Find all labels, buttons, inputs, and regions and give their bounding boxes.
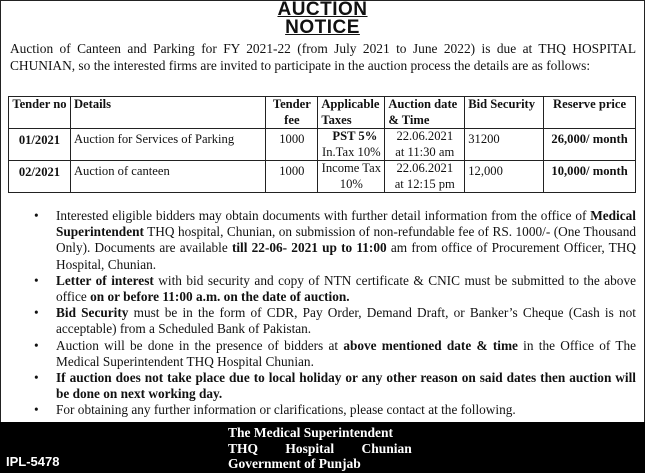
bullet-bold-text: above mentioned date & time: [343, 337, 518, 353]
bullet-icon: •: [34, 337, 39, 353]
intro-paragraph: Auction of Canteen and Parking for FY 2021-22 (from July 2021 to June 2022) is due at THQ HOSPITAL CHUNIAN, so the interested firms are invited to participate in the auction process the details are as follows:: [10, 41, 636, 73]
bullet-text: Auction will be done in the presence of bidders at: [56, 337, 344, 353]
list-item: [8, 305, 636, 337]
table-header-row: [9, 97, 636, 129]
list-item: [8, 370, 636, 402]
table-row: [9, 129, 636, 161]
list-item: [8, 273, 636, 305]
bullet-bold-text: till 22-06- 2021 up to 11:00: [231, 240, 387, 256]
footer-bar: [0, 422, 645, 473]
cell-tender-no: 02/2021: [9, 161, 71, 193]
signature-line3: Government of Punjab: [228, 456, 361, 471]
cell-tender-fee: 1000: [266, 129, 318, 161]
header-reserve: Reserve price: [544, 97, 636, 129]
bullet-bold-text: If auction does not take place due to local holiday or any other reason on said dates then auction will be done on next working day.: [56, 370, 636, 402]
cell-security: 12,000: [465, 161, 544, 193]
bullet-icon: •: [34, 305, 39, 321]
list-item: [8, 208, 636, 273]
bullet-text: For obtaining any further information or clarifications, please contact at the following.: [56, 402, 516, 418]
cell-date: [385, 129, 465, 161]
cell-security: 31200: [465, 129, 544, 161]
bullet-bold-text: Medical Superintendent: [56, 208, 636, 240]
notice-title-line2: NOTICE: [285, 17, 360, 38]
cell-date: [385, 161, 465, 193]
bullet-bold-text: Letter of interest: [56, 272, 154, 288]
bullet-icon: •: [34, 208, 39, 223]
bullet-icon: •: [34, 402, 39, 418]
header-tender-fee: Tender fee: [266, 97, 318, 129]
list-item: [8, 402, 636, 418]
signature-line1: The Medical Superintendent: [228, 425, 394, 440]
tax-line2: 10%: [339, 176, 363, 191]
date-line1: 22.06.2021: [396, 129, 454, 143]
header-tender-no: Tender no: [9, 97, 71, 129]
header-security: Bid Security: [465, 97, 544, 129]
date-line2: at 11:30 am: [395, 144, 455, 159]
cell-details: Auction for Services of Parking: [70, 129, 265, 161]
date-line2: at 12:15 pm: [394, 176, 455, 191]
cell-tender-no: 01/2021: [9, 129, 71, 161]
tax-line1: PST 5%: [332, 129, 378, 143]
list-item: [8, 338, 636, 370]
cell-tender-fee: 1000: [266, 161, 318, 193]
notice-title-line1: AUCTION: [277, 0, 368, 20]
cell-reserve: 10,000/ month: [544, 161, 636, 193]
bullet-icon: •: [34, 272, 39, 288]
cell-reserve: 26,000/ month: [544, 129, 636, 161]
bullet-text: with bid security and copy of NTN certificate & CNIC must be submitted to the above office: [56, 272, 637, 305]
bullet-text: THQ hospital, Chunian, on submission of non-refundable fee of RS. 1000/- (One Thousand Only). Documents are available: [56, 224, 636, 256]
cell-details: Auction of canteen: [70, 161, 265, 193]
tax-line1: Income Tax: [321, 161, 382, 175]
date-line1: 22.06.2021: [396, 161, 454, 175]
signature-block: [228, 425, 428, 472]
bullet-bold-text: on or before 11:00 a.m. on the date of auction.: [90, 289, 350, 305]
table-row: [9, 161, 636, 193]
tax-line2: In.Tax 10%: [322, 144, 381, 159]
header-taxes: Applicable Taxes: [318, 97, 385, 129]
ad-code: IPL-5478: [6, 454, 60, 469]
cell-taxes: [318, 161, 385, 193]
bullet-bold-text: Bid Security: [56, 305, 129, 321]
conditions-list: [8, 208, 636, 419]
bullet-text: in the Office of The Medical Superintendent THQ Hospital Chunian.: [56, 337, 636, 369]
header-details: Details: [70, 97, 265, 129]
bullet-text: must be in the form of CDR, Pay Order, Demand Draft, or Banker’s Cheque (Cash is not acceptable) from a Scheduled Bank of Pakistan.: [56, 305, 636, 337]
header-date: Auction date & Time: [385, 97, 465, 129]
signature-line2: THQ Hospital Chunian: [228, 440, 412, 456]
bullet-text: am from office of Procurement Officer, THQ Hospital, Chunian.: [56, 240, 636, 272]
auction-table: [8, 96, 636, 193]
cell-taxes: [318, 129, 385, 161]
bullet-text: Interested eligible bidders may obtain documents with further detail information from the office of: [56, 208, 591, 223]
bullet-icon: •: [34, 370, 39, 386]
